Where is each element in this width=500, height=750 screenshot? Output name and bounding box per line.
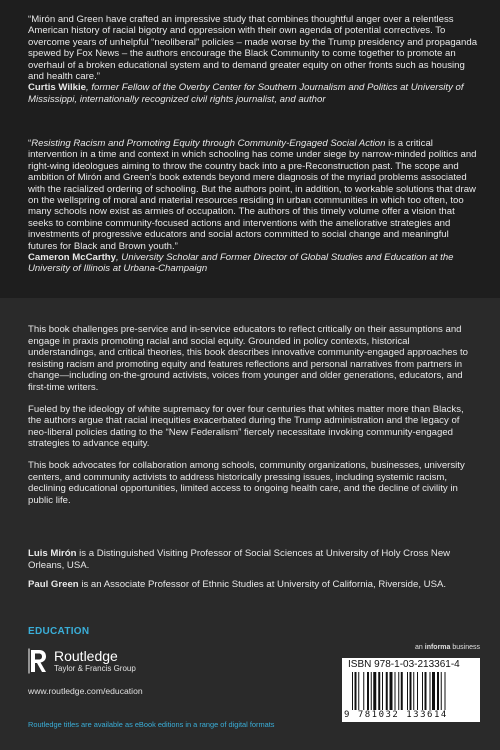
description-paragraph-1: This book challenges pre-service and in-service educators to reflect critically on their assumptions and engage in praxis promoting racial and social equity. Grounded in policy contexts, historical understandings, and critical theories, this book describes innovative community-engaged approaches to resisting racism and promoting equity and features reflections and personal narratives from partners in change—including on-the-ground activists, voices from younger and older generations, educators, and first-time writers. <box>28 324 468 393</box>
informa-brand: informa <box>424 644 451 651</box>
isbn-label: ISBN 978-1-03-213361-4 <box>348 659 460 670</box>
endorsement-2-affiliation: , University Scholar and Former Director of Global Studies and Education at the University of Illinois at Urbana-Champaign <box>28 252 454 275</box>
author-bio-1 <box>28 548 478 571</box>
author-1-bio: is a Distinguished Visiting Professor of Social Sciences at University of Holy Cross New Orleans, USA. <box>28 548 451 571</box>
author-bios <box>28 548 478 599</box>
publisher-wordmark <box>54 649 136 674</box>
description-paragraph-2: Fueled by the ideology of white supremacy for over four centuries that whites matter more than Blacks, the authors argue that racial inequities exacerbated during the Trump administration and the legacy of neo-liberal policies dating to the “New Federalism” fiercely necessitate invoking community-engaged strategies to advance equity. <box>28 403 464 450</box>
author-2-name: Paul Green <box>28 579 79 591</box>
barcode-digits: 9 781032 133614 <box>344 710 448 720</box>
endorsement-2-text: “Resisting Racism and Promoting Equity through Community-Engaged Social Action is a critical intervention in a time and context in which schooling has come under siege by narrow-minded politics and right-wing ideologues aiming to throw the country back into a pre-Reconstruction past. The scope and ambition of Mirón and Green’s book extends beyond mere diagnosis of the myriad problems associated with the racialized ordering of schooling. But the authors point, in addition, to workable solutions that draw on the wellspring of moral and material resources residing in urban communities in which too often, too many schools now exist as armies of occupation. The authors of this timely volume offer a vision that seeks to combine community-focused actions and interventions with the ameliorative strategies and investments of progressive educators and social actors committed to social change and meaningful futures for Black and Brown youth.” <box>28 138 477 252</box>
author-2-bio: is an Associate Professor of Ethnic Studies at University of California, Riverside, USA. <box>78 579 447 591</box>
informa-prefix: an <box>415 644 425 651</box>
barcode-icon <box>350 672 476 710</box>
author-1-name: Luis Mirón <box>28 548 77 559</box>
book-description <box>28 324 478 516</box>
endorsement-1-name: Curtis Wilkie <box>28 82 87 94</box>
routledge-r-icon <box>28 648 48 674</box>
informa-suffix: business <box>450 644 480 651</box>
endorsement-2-attribution <box>28 252 480 275</box>
endorsement-2-body: is a critical intervention in a time and context in which schooling has come under siege by narrow-minded politics and right-wing ideologues aiming to throw the country back into a pre-Reconstruction past. The scope and ambition of Mirón and Green’s book extends beyond mere diagnosis of the myriad problems associated with the racialized ordering of schooling. But the authors point, in addition, to workable solutions that draw on the wellspring of moral and material resources residing in urban communities in which too often, too many schools now exist as armies of occupation. The authors of this timely volume offer a vision that seeks to combine community-focused actions and interventions with the ameliorative strategies and investments of progressive educators and social actors committed to social change and meaningful futures for Black and Brown youth.” <box>28 138 477 252</box>
publisher-logo <box>28 648 136 674</box>
author-bio-2 <box>28 579 478 591</box>
description-paragraph-3: This book advocates for collaboration among schools, community organizations, businesses, university centers, and community activists to address historically pressing issues, including systemic racism, declining educational opportunities, limited access to ongoing health care, and the decline of civility in public life. <box>28 459 465 506</box>
informa-business-mark <box>415 644 480 651</box>
publisher-url[interactable]: www.routledge.com/education <box>28 686 143 696</box>
endorsement-2-book-title: Resisting Racism and Promoting Equity through Community-Engaged Social Action <box>31 138 386 149</box>
endorsement-1 <box>28 14 480 105</box>
endorsement-1-attribution <box>28 82 480 105</box>
ebook-note: Routledge titles are available as eBook editions in a range of digital formats <box>28 720 275 729</box>
publisher-name: Routledge <box>54 647 118 664</box>
publisher-group: Taylor & Francis Group <box>54 663 136 673</box>
subject-category: EDUCATION <box>28 626 90 637</box>
endorsement-2-name: Cameron McCarthy <box>28 252 116 264</box>
endorsement-1-text: “Mirón and Green have crafted an impressive study that combines thoughtful anger over a relentless American history of racial bigotry and oppression with their own agenda of potential correctives. To overcome years of unhelpful “neoliberal” policies – made worse by the Trump presidency and propaganda spewed by Fox News – the authors encourage the Black Community to come together to promote an overhaul of a broken educational system and to demand greater equity on other fronts such as housing and health care.” <box>28 14 478 83</box>
endorsement-2 <box>28 138 480 275</box>
endorsement-1-affiliation: , former Fellow of the Overby Center for Southern Journalism and Politics at University of Mississippi, internationally recognized civil rights journalist, and author <box>28 82 464 105</box>
isbn-barcode-box <box>342 658 480 722</box>
